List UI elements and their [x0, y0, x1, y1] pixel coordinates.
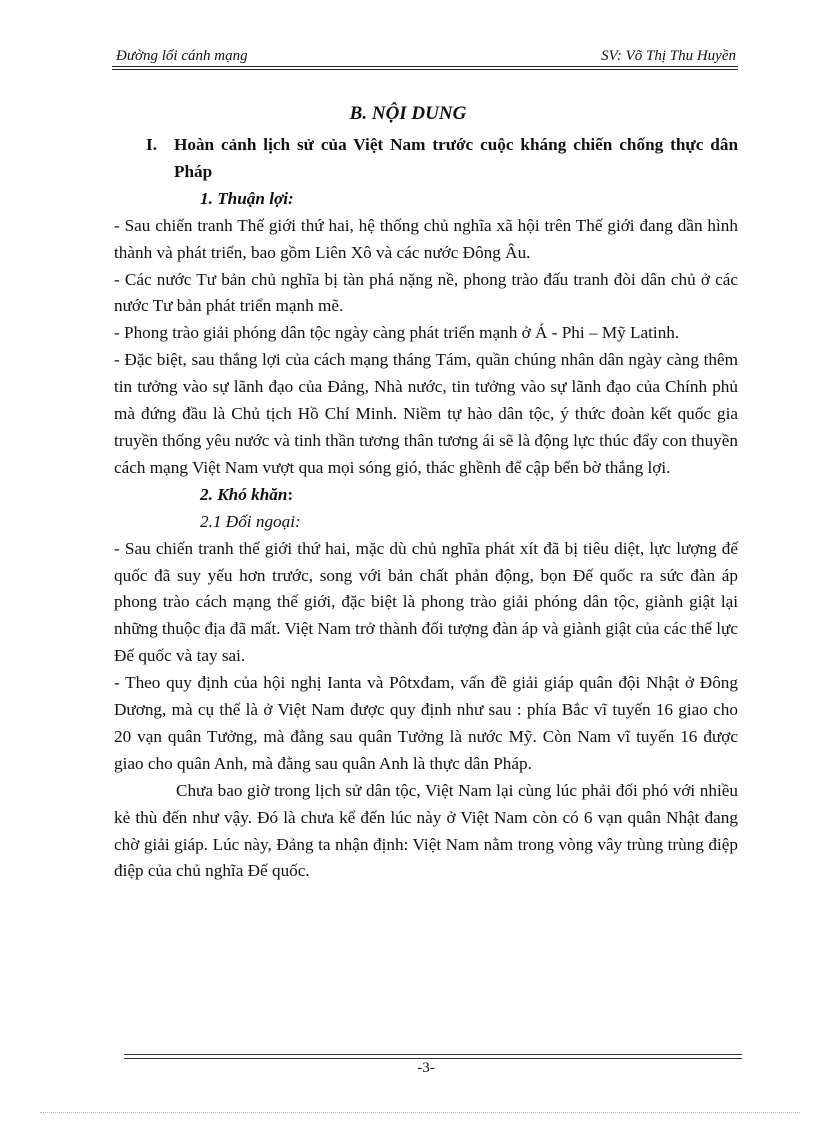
- header-student-name: SV: Võ Thị Thu Huyền: [601, 48, 736, 64]
- section-heading: [114, 132, 738, 186]
- paragraph: - Sau chiến tranh Thế giới thứ hai, hệ thống chủ nghĩa xã hội trên Thế giới đang dần hình thành và phát triển, bao gồm Liên Xô và các nước Đông Âu.: [114, 215, 738, 262]
- paragraph: - Sau chiến tranh thế giới thứ hai, mặc dù chủ nghĩa phát xít đã bị tiêu diệt, lực lượng đế quốc đã suy yếu hơn trước, song với bản chất phản động, bọn Đế quốc ra sức đàn áp phong trào cách mạng thế giới, đặc biệt là phong trào giải phóng dân tộc, giành giật lại những thuộc địa đã mất. Việt Nam trở thành đối tượng đàn áp và giành giật của các thế lực Đế quốc và tay sai.: [114, 538, 738, 666]
- page-header: [116, 46, 736, 68]
- header-course-title: Đường lối cánh mạng: [116, 48, 248, 64]
- document-body: [114, 132, 738, 885]
- paragraph: - Theo quy định của hội nghị Ianta và Pôtxđam, vấn đề giải giáp quân đội Nhật ở Đông Dương, mà cụ thể là ở Việt Nam được quy định như sau : phía Bắc vĩ tuyến 16 giao cho 20 vạn quân Tưởng, mà đằng sau quân Tưởng là nước Mỹ. Còn Nam vĩ tuyến 16 được giao cho quân Anh, mà đằng sau quân Anh là thực dân Pháp.: [114, 673, 738, 773]
- subsection-colon: :: [287, 484, 294, 504]
- header-rule: [112, 66, 738, 67]
- closing-paragraph: Chưa bao giờ trong lịch sử dân tộc, Việt Nam lại cùng lúc phải đối phó với nhiều kẻ thù đến như vậy. Đó là chưa kể đến lúc này ở Việt Nam còn có 6 vạn quân Nhật đang chờ giải giáp. Lúc này, Đảng ta nhận định: Việt Nam nằm trong vòng vây trùng trùng điệp điệp của chủ nghĩa Đế quốc.: [114, 780, 738, 881]
- subsection-label: Khó khăn: [217, 484, 288, 504]
- page-number: -3-: [417, 1060, 435, 1076]
- subsection-label: Thuận lợi:: [217, 188, 294, 208]
- section-number: I.: [146, 135, 157, 154]
- subsection-heading-advantages: [114, 186, 738, 213]
- paragraph: - Phong trào giải phóng dân tộc ngày càng phát triển mạnh ở Á - Phi – Mỹ Latinh.: [114, 323, 680, 343]
- page-title: B. NỘI DUNG: [349, 103, 467, 124]
- section-heading-text: Hoàn cảnh lịch sử của Việt Nam trước cuộc kháng chiến chống thực dân Pháp: [174, 135, 738, 181]
- paragraph: - Các nước Tư bản chủ nghĩa bị tàn phá nặng nề, phong trào đấu tranh đòi dân chủ ở các nước Tư bản phát triển mạnh mẽ.: [114, 269, 738, 316]
- page-bottom-border: [40, 1112, 800, 1113]
- subsection-number: 1.: [200, 188, 213, 208]
- header-rule-double: [112, 69, 738, 70]
- subsection-number: 2.: [200, 484, 213, 504]
- subsection-heading-difficulties: [114, 482, 738, 509]
- subsubsection-heading: 2.1 Đối ngoại:: [200, 511, 301, 531]
- paragraph: - Đặc biệt, sau thắng lợi của cách mạng tháng Tám, quần chúng nhân dân ngày càng thêm tin tưởng vào sự lãnh đạo của Đảng, Nhà nước, tin tưởng vào sự lãnh đạo của Chính phủ mà đứng đầu là Chủ tịch Hồ Chí Minh. Niềm tự hào dân tộc, ý thức đoàn kết quốc gia truyền thống yêu nước và tinh thần tương thân tương ái sẽ là động lực thúc đẩy con thuyền cách mạng Việt Nam vượt qua mọi sóng gió, thác ghềnh để cập bến bờ thắng lợi.: [114, 350, 738, 477]
